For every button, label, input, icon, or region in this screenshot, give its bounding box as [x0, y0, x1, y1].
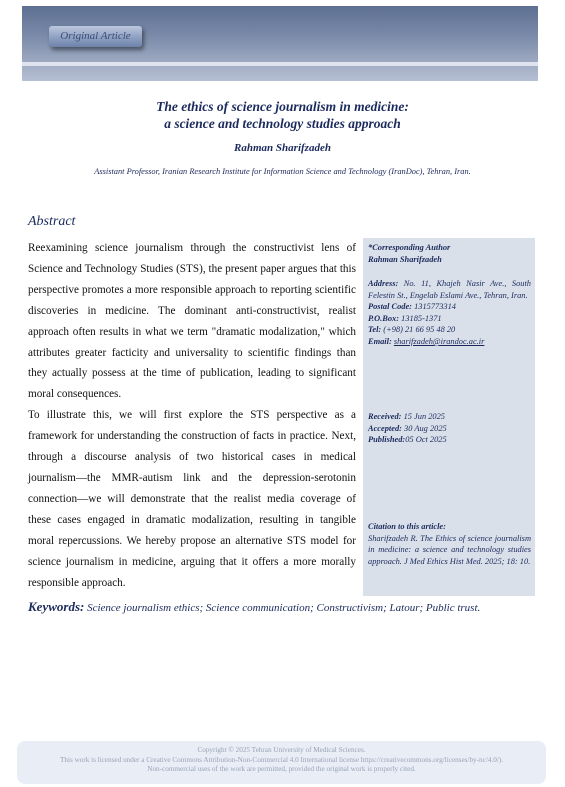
- abstract-paragraph: To illustrate this, we will first explore the STS perspective as a framework for understanding the construction of facts in practice. Next, through a discourse analysis of two historical cases in medical journalism—the MMR-autism link and the depression-serotonin connection—we will demonstrate that the realist media coverage of these cases engaged in dramatic modalization, resulting in tangible moral repercussions. We hereby propose an alternative STS model for science journalism in medicine, arguing that it offers a more morally responsible approach.: [28, 409, 356, 589]
- email-link[interactable]: sharifzadeh@irandoc.ac.ir: [393, 336, 485, 346]
- corresponding-heading: *Corresponding Author: [368, 243, 451, 252]
- corresponding-author-block: [368, 242, 531, 265]
- author-name: Rahman Sharifzadeh: [234, 142, 331, 154]
- abstract-paragraph: Reexamining science journalism through the constructivist lens of Science and Technology Studies (STS), the present paper argues that this perspective promotes a more responsible approach to reporting scientific discoveries in medicine. The dominant anti-constructivist, realist approach often results in what we term "dramatic modalization," which attributes greater facticity and universality to scientific findings than they actually possess at the time of publication, leading to significant moral consequences.: [28, 242, 356, 401]
- banner-stripe: [22, 62, 538, 66]
- received-label: Received:: [368, 412, 402, 421]
- keywords: [28, 599, 558, 615]
- info-sidebar: [363, 238, 535, 596]
- author-affiliation: Assistant Professor, Iranian Research Institute for Information Science and Technology (IranDoc), Tehran, Iran.: [94, 167, 471, 176]
- published-value: 05 Oct 2025: [405, 435, 447, 445]
- article-title-line1: The ethics of science journalism in medicine:: [156, 99, 409, 114]
- address-value: No. 11, Khajeh Nasir Ave., South Felestin St., Engelab Eslami Ave., Tehran, Iran.: [368, 279, 531, 300]
- address-label: Address:: [368, 279, 399, 288]
- postal-value: 1315773314: [411, 302, 456, 312]
- published-label: Published:: [368, 435, 406, 445]
- pobox-label: P.O.Box:: [368, 313, 400, 323]
- corresponding-name: Rahman Sharifzadeh: [368, 254, 442, 264]
- dates-block: [368, 411, 531, 446]
- email-label: Email:: [368, 336, 392, 346]
- tel-label: Tel:: [368, 325, 382, 335]
- article-title-line2: a science and technology studies approach: [164, 116, 401, 131]
- citation-text: Sharifzadeh R. The Ethics of science journalism in medicine: a science and technology studies approach. J Med Ethics Hist Med. 2025; 18: 10.: [368, 533, 531, 566]
- postal-label: Postal Code:: [368, 302, 412, 312]
- citation-heading: Citation to this article:: [368, 522, 446, 531]
- tel-value: (+98) 21 66 95 48 20: [381, 325, 456, 335]
- keywords-label: Keywords:: [28, 599, 85, 614]
- article-type-tag: Original Article: [49, 26, 142, 47]
- license-line: This work is licensed under a Creative Commons Attribution-Non-Commercial 4.0 International license https://creativecommons.org/licenses/by-nc/4.0/).: [60, 755, 503, 764]
- abstract-heading: Abstract: [28, 214, 76, 229]
- accepted-label: Accepted:: [368, 423, 402, 433]
- license-footer: [17, 741, 546, 784]
- pobox-value: 13185-1371: [399, 313, 442, 323]
- usage-line: Non-commercial uses of the work are permitted, provided the original work is properly cited.: [147, 765, 416, 774]
- received-value: 15 Jun 2025: [401, 412, 445, 421]
- header-banner: [22, 6, 538, 81]
- copyright-line: Copyright © 2025 Tehran University of Medical Sciences.: [197, 746, 366, 754]
- accepted-value: 30 Aug 2025: [401, 423, 447, 433]
- abstract-body: [28, 238, 356, 593]
- keywords-text: Science journalism ethics; Science communication; Constructivism; Latour; Public trust.: [84, 602, 481, 614]
- citation-block: [368, 521, 531, 567]
- contact-block: [368, 278, 531, 348]
